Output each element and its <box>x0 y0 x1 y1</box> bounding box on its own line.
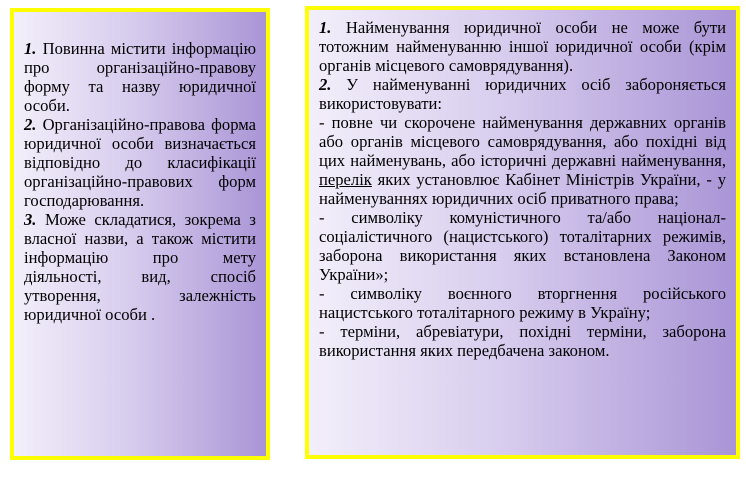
right-bullet-2 <box>319 208 726 284</box>
left-info-panel <box>10 8 270 460</box>
right-bullet-4 <box>319 322 726 360</box>
bullet-text: - символіку воєнного вторгнення російського нацистського тоталітарного режиму в Україну; <box>319 284 726 322</box>
bullet-text: - символіку комуністичного та/або націонал-соціалістичного (нацистського) тоталітарних режимів, заборона використання яких встановлена Законом України»; <box>319 208 726 284</box>
right-bullet-3 <box>319 284 726 322</box>
bullet-text: яких установлює Кабінет Міністрів України, - у найменуваннях юридичних осіб приватного права; <box>319 170 726 208</box>
item-text: У найменуванні юридичних осіб забороняється використовувати: <box>319 75 726 113</box>
right-item-1 <box>319 18 726 75</box>
right-item-2 <box>319 75 726 113</box>
item-number: 2. <box>24 115 37 134</box>
right-bullet-1 <box>319 113 726 208</box>
item-number: 1. <box>319 18 332 37</box>
left-item-1 <box>24 39 256 115</box>
left-item-2 <box>24 115 256 210</box>
item-text: Організаційно-правова форма юридичної особи визначається відповідно до класифікації організаційно-правових форм господарювання. <box>24 115 256 210</box>
bullet-text: - повне чи скорочене найменування державних органів або органів місцевого самоврядування, або похідні від цих найменувань, або історичні державні найменування, <box>319 113 726 170</box>
left-item-3 <box>24 210 256 324</box>
item-number: 3. <box>24 210 37 229</box>
item-number: 2. <box>319 75 332 94</box>
item-number: 1. <box>24 39 37 58</box>
item-text: Найменування юридичної особи не може бути тотожним найменуванню іншої юридичної особи (крім органів місцевого самоврядування). <box>319 18 726 75</box>
item-text: Повинна містити інформацію про організаційно-правову форму та назву юридичної особи. <box>24 39 256 115</box>
item-text: Може складатися, зокрема з власної назви, а також містити інформацію про мету діяльності, вид, спосіб утворення, залежність юридичної особи . <box>24 210 256 324</box>
list-link[interactable]: перелік <box>319 170 372 189</box>
bullet-text: - терміни, абревіатури, похідні терміни, заборона використання яких передбачена законом. <box>319 322 726 360</box>
right-info-panel <box>305 6 740 459</box>
